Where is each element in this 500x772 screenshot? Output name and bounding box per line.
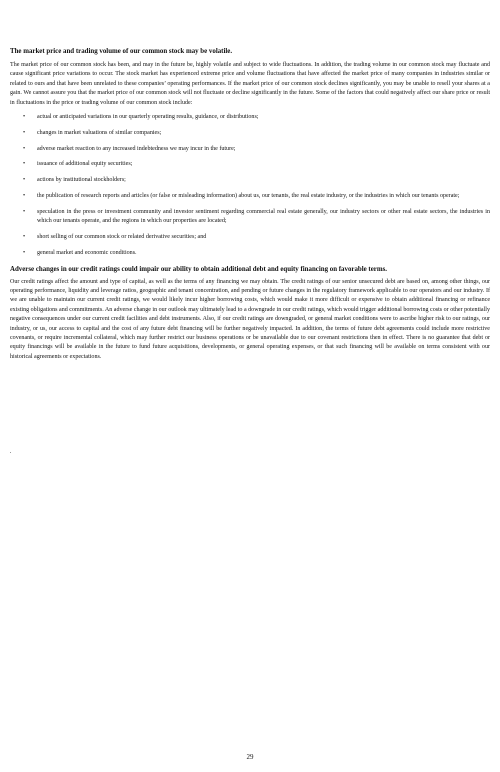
list-item [10,129,490,138]
bullet-icon: • [23,208,26,215]
list-item-text: actions by institutional stockholders; [37,177,126,184]
list-item [10,249,490,258]
list-item-text: speculation in the press or investment community and investor sentiment regarding commercial real estate generally, our industry sectors or other real estate sectors, the industries in which our tenants operate, and the regions in which our properties are located; [37,208,490,225]
list-item [10,192,490,201]
list-item [10,208,490,227]
list-item-text: general market and economic conditions. [37,249,137,256]
section-heading-stock-volatility: The market price and trading volume of our common stock may be volatile. [10,48,233,55]
list-item [10,145,490,154]
paragraph-stock-volatility: The market price of our common stock has been, and may in the future be, highly volatile and subject to wide fluctuations. In addition, the trading volume in our common stock may fluctuate and cause significant price variations to occur. The stock market has experienced extreme price and volume fluctuations that have affected the market price of many companies in industries similar or related to ours and that have been unrelated to these companies’ operating performances. If the market price of our common stock declines significantly, you may be unable to resell your shares at a gain. We cannot assure you that the market price of our common stock will not fluctuate or decline significantly in the future. Some of the factors that could negatively affect our share price or result in fluctuations in the price or trading volume of our common stock include: [10,62,490,106]
bullet-icon: • [23,129,26,136]
bullet-icon: • [23,114,26,121]
document-page [10,47,490,362]
list-item-text: adverse market reaction to any increased indebtedness we may incur in the future; [37,145,236,152]
list-item-text: issuance of additional equity securities; [37,161,133,168]
bullet-icon: • [23,234,26,241]
page-number: 29 [246,753,254,761]
bullet-icon: • [23,145,26,152]
bullet-icon: • [23,177,26,184]
list-item [10,233,490,242]
scan-artifact-dot [10,452,11,453]
list-item-text: short selling of our common stock or related derivative securities; and [37,234,207,241]
list-item-text: actual or anticipated variations in our quarterly operating results, guidance, or distributions; [37,114,259,121]
bullet-icon: • [23,193,26,200]
risk-factor-list [10,113,490,258]
list-item [10,176,490,185]
list-item-text: changes in market valuations of similar companies; [37,129,162,136]
list-item [10,160,490,169]
paragraph-credit-ratings: Our credit ratings affect the amount and type of capital, as well as the terms of any financing we may obtain. The credit ratings of our senior unsecured debt are based on, among other things, our operating performance, liquidity and leverage ratios, geographic and tenant concentration, and pending or future changes in the regulatory framework applicable to our operators and our industry. If we are unable to maintain our current credit ratings, we would likely incur higher borrowing costs, which would make it more difficult or expensive to obtain additional financing or refinance existing obligations and commitments. An adverse change in our outlook may ultimately lead to a downgrade in our credit ratings, which would trigger additional borrowing costs or other potentially negative consequences under our current credit facilities and debt instruments. Also, if our credit ratings are downgraded, or general market conditions were to ascribe higher risk to our ratings, our industry, or us, our access to capital and the cost of any future debt financing will be further negatively impacted. In addition, the terms of future debt agreements could include more restrictive covenants, or require incremental collateral, which may further restrict our business operations or be unavailable due to our covenant restrictions then in effect. There is no guarantee that debt or equity financings will be available in the future to fund future acquisitions, developments, or general operating expenses, or that such financing will be available on terms consistent with our historical agreements or expectations. [10,278,490,360]
list-item [10,113,490,122]
section-heading-credit-ratings: Adverse changes in our credit ratings could impair our ability to obtain additional debt and equity financing on favorable terms. [10,265,387,273]
bullet-icon: • [23,161,26,168]
list-item-text: the publication of research reports and articles (or false or misleading information) about us, our tenants, the real estate industry, or the industries in which our tenants operate; [37,193,460,200]
bullet-icon: • [23,249,26,256]
